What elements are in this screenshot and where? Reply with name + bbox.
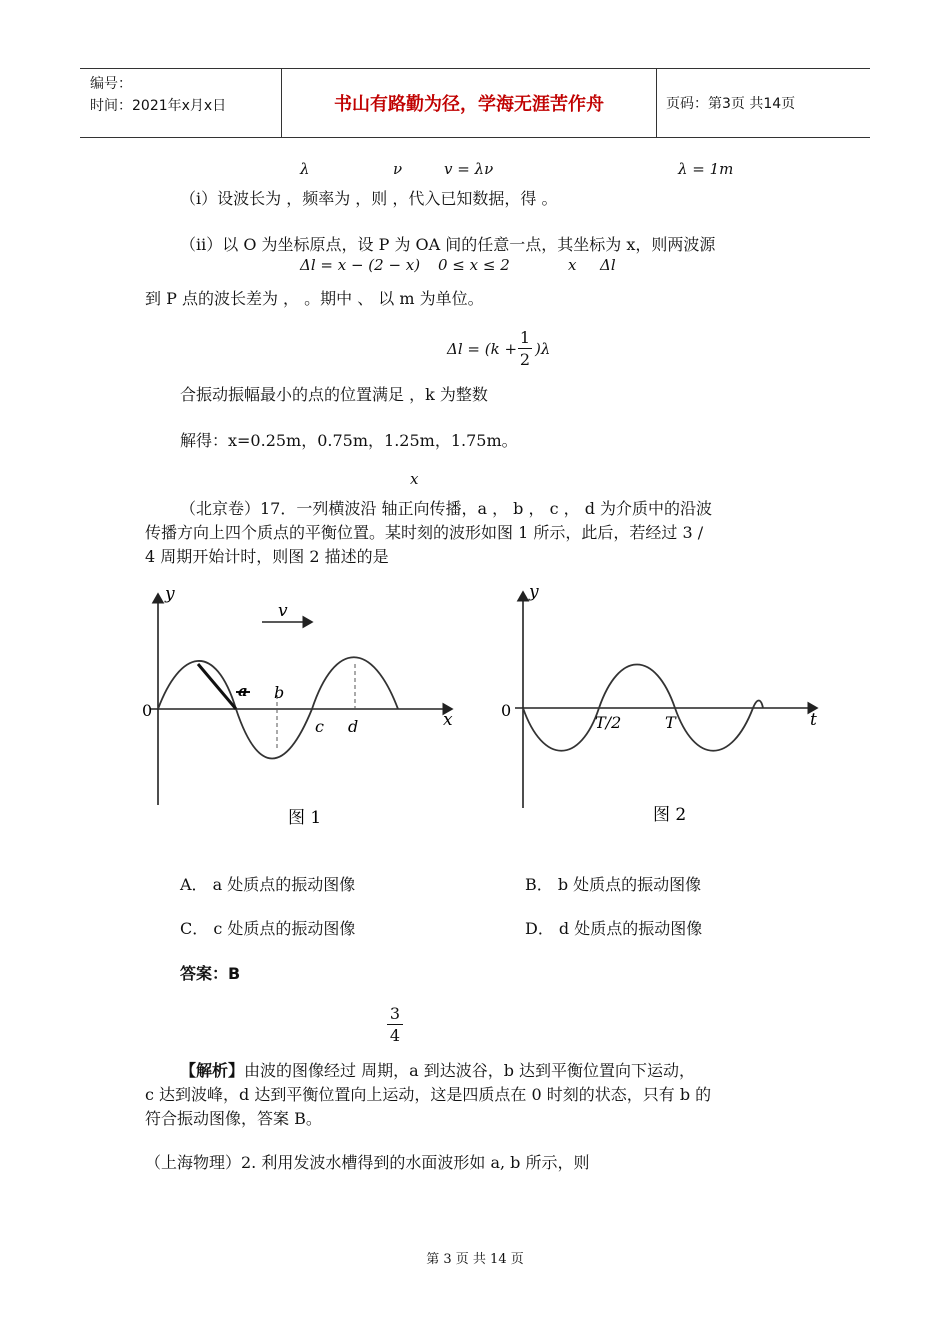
formula-v-eq: v = λν bbox=[444, 160, 494, 178]
formula-delta-l: Δl = x − (2 − x) bbox=[300, 256, 421, 274]
paragraph-ii-cont: 到 P 点的波长差为 ， 。期中 、 以 m 为单位。 bbox=[145, 289, 484, 308]
page-footer: 第 3 页 共 14 页 bbox=[426, 1252, 524, 1267]
half-denominator: 2 bbox=[519, 350, 531, 369]
figure-2-vibration bbox=[495, 580, 830, 835]
page-header bbox=[80, 68, 870, 138]
figure-1-caption: 图 1 bbox=[288, 808, 322, 828]
explanation-text: 由波的图像经过 周期，a 到达波谷，b 达到平衡位置向下运动， bbox=[244, 1061, 696, 1080]
answer: 答案：B bbox=[180, 964, 241, 983]
paragraph-solution: 解得：x=0.25m，0.75m，1.25m，1.75m。 bbox=[180, 431, 518, 450]
formula-range: 0 ≤ x ≤ 2 bbox=[438, 256, 510, 274]
serial-label: 编号： bbox=[90, 76, 132, 92]
shanghai-problem: （上海物理）2. 利用发波水槽得到的水面波形如 a, b 所示，则 bbox=[145, 1153, 590, 1172]
date-label: 时间：2021年x月x日 bbox=[90, 98, 227, 114]
formula-condition-left: Δl = (k + bbox=[447, 340, 518, 358]
formula-dl: Δl bbox=[600, 256, 616, 274]
formula-x-direction: x bbox=[410, 470, 419, 488]
b-label: b bbox=[274, 683, 285, 702]
problem-line-3: 4 周期开始计时，则图 2 描述的是 bbox=[145, 547, 389, 566]
y-label: y bbox=[529, 582, 539, 602]
figure-2-caption: 图 2 bbox=[653, 805, 687, 825]
explanation-tag: 【解析】 bbox=[180, 1061, 245, 1080]
explanation-line-1 bbox=[180, 1058, 695, 1081]
paragraph-i: （i）设波长为 ，频率为 ，则 ，代入已知数据，得 。 bbox=[180, 189, 558, 208]
fraction-bar bbox=[518, 348, 532, 349]
wave-curve bbox=[158, 657, 398, 758]
t-label: t bbox=[810, 710, 817, 730]
fraction-numerator: 3 bbox=[389, 1004, 401, 1023]
c-label: c bbox=[315, 717, 324, 736]
y-label: y bbox=[165, 584, 175, 604]
half-period-label: T/2 bbox=[595, 713, 622, 732]
v-label: v bbox=[278, 601, 288, 621]
figure-1-wave bbox=[140, 580, 470, 835]
option-c: C． c 处质点的振动图像 bbox=[180, 919, 356, 938]
header-divider bbox=[656, 69, 657, 137]
formula-half bbox=[518, 328, 532, 369]
x-label: x bbox=[443, 710, 453, 730]
option-a: A． a 处质点的振动图像 bbox=[180, 875, 356, 894]
d-label: d bbox=[348, 717, 359, 736]
formula-condition-right: )λ bbox=[535, 340, 551, 358]
problem-line-1: （北京卷）17．一列横波沿 轴正向传播，a ， b ， c ， d 为介质中的沿波 bbox=[180, 499, 713, 518]
formula-lambda: λ bbox=[300, 160, 310, 178]
explanation-line-3: 符合振动图像，答案 B。 bbox=[145, 1109, 322, 1128]
formula-x: x bbox=[568, 256, 577, 274]
explanation-line-2: c 达到波峰，d 达到平衡位置向上运动，这是四质点在 0 时刻的状态，只有 b 的 bbox=[145, 1085, 712, 1104]
header-motto: 书山有路勤为径，学海无涯苦作舟 bbox=[334, 94, 604, 115]
option-d: D． d 处质点的振动图像 bbox=[525, 919, 703, 938]
formula-nu: ν bbox=[393, 160, 403, 178]
a-label: a bbox=[238, 682, 248, 700]
header-page: 页码：第3页 共14页 bbox=[666, 96, 796, 112]
header-meta bbox=[90, 73, 226, 117]
half-numerator: 1 bbox=[519, 328, 531, 347]
origin-label: 0 bbox=[142, 701, 153, 720]
paragraph-condition: 合振动振幅最小的点的位置满足 ，k 为整数 bbox=[180, 385, 488, 404]
problem-line-2: 传播方向上四个质点的平衡位置。某时刻的波形如图 1 所示，此后，若经过 3 / bbox=[145, 523, 704, 542]
formula-lambda-value: λ = 1m bbox=[678, 160, 734, 178]
fraction-bar bbox=[387, 1024, 403, 1025]
paragraph-ii: （ii）以 O 为坐标原点，设 P 为 OA 间的任意一点，其坐标为 x，则两波源 bbox=[180, 235, 716, 254]
origin-label: 0 bbox=[501, 701, 512, 720]
fraction-denominator: 4 bbox=[389, 1026, 401, 1045]
option-b: B． b 处质点的振动图像 bbox=[525, 875, 702, 894]
period-label: T bbox=[665, 713, 676, 732]
fraction-three-quarters bbox=[387, 1004, 403, 1045]
